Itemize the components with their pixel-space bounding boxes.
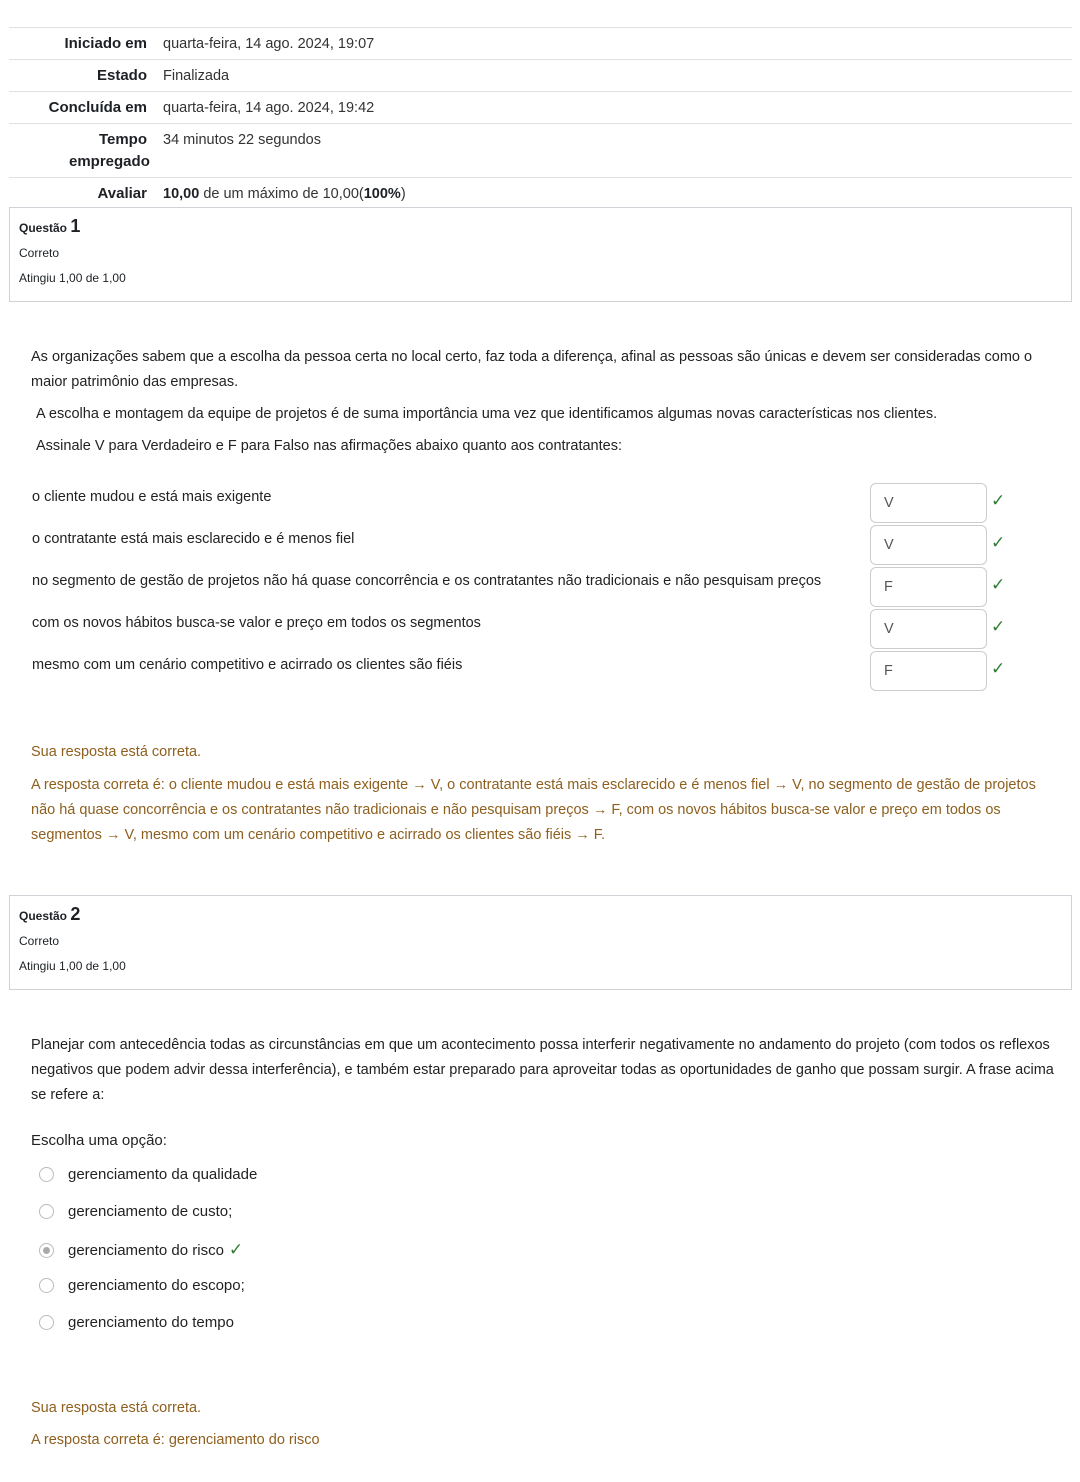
question-2-text: Planejar com antecedência todas as circunstâncias em que um acontecimento possa interferir negativamente no andamento do projeto (com todos os reflexos negativos que podem advir dessa interferência), e também estar preparado para aproveitar todas as oportunidades de ganho que possam surgir. A frase acima se refere a: [31,1037,1054,1103]
check-icon: ✓ [991,491,1006,510]
match-row: o cliente mudou e está mais exigente V ✓ [32,483,1022,523]
option-3[interactable]: gerenciamento do risco ✓ [39,1240,243,1260]
question-1-info: Questão 1 Correto Atingiu 1,00 de 1,00 [9,207,1072,302]
summary-grade: Avaliar 10,00 de um máximo de 10,00(100%) [97,185,406,202]
answer-select[interactable]: V [870,483,987,523]
check-icon: ✓ [228,1240,244,1259]
option-5[interactable]: gerenciamento do tempo [39,1314,234,1331]
check-icon: ✓ [991,533,1006,552]
match-row: o contratante está mais esclarecido e é menos fiel V ✓ [32,525,1022,565]
summary-completed: Concluída em quarta-feira, 14 ago. 2024, 19:42 [9,92,1072,124]
attempt-summary [9,27,1072,209]
question-1-text-1: As organizações sabem que a escolha da pessoa certa no local certo, faz toda a diferença, afinal as pessoas são únicas e devem ser consideradas como o maior patrimônio das empresas. [31,349,1033,390]
question-1-text-2: A escolha e montagem da equipe de projetos é de suma importância uma vez que identificamos algumas novas características nos clientes. [36,406,938,422]
question-2-right-answer: A resposta correta é: gerenciamento do risco [31,1432,320,1448]
option-1[interactable]: gerenciamento da qualidade [39,1166,257,1183]
check-icon: ✓ [991,575,1006,594]
radio-button[interactable] [39,1278,54,1293]
answer-select[interactable]: F [870,567,987,607]
match-row: com os novos hábitos busca-se valor e preço em todos os segmentos V ✓ [32,609,1022,649]
answer-select[interactable]: V [870,525,987,565]
question-mark: Atingiu 1,00 de 1,00 [19,959,126,973]
summary-started: Iniciado em quarta-feira, 14 ago. 2024, 19:07 [9,28,1072,60]
option-4[interactable]: gerenciamento do escopo; [39,1277,245,1294]
question-1-text-3: Assinale V para Verdadeiro e F para Falso nas afirmações abaixo quanto aos contratantes: [36,438,622,454]
match-row: mesmo com um cenário competitivo e acirrado os clientes são fiéis F ✓ [32,651,1022,691]
summary-state: Estado Finalizada [9,60,1072,92]
question-1-feedback: Sua resposta está correta. [31,744,202,760]
question-2-feedback: Sua resposta está correta. [31,1400,202,1416]
radio-button[interactable] [39,1204,54,1219]
option-2[interactable]: gerenciamento de custo; [39,1203,232,1220]
question-state: Correto [19,934,60,948]
question-1-right-answer: A resposta correta é: o cliente mudou e está mais exigente → V, o contratante está mais esclarecido e é menos fiel → V, no segmento de gestão de projetos não há quase concorrência e os contratantes não tradicionais e não pesquisam preços → F, com os novos hábitos busca-se valor e preço em todos os segmentos → V, mesmo com um cenário competitivo e acirrado os clientes são fiéis → F. [31,777,1036,843]
summary-time: Tempo empregado 34 minutos 22 segundos [9,124,1072,178]
match-row: no segmento de gestão de projetos não há quase concorrência e os contratantes não tradicionais e não pesquisam preços F ✓ [32,567,1022,607]
radio-button[interactable] [39,1167,54,1182]
choose-option-label: Escolha uma opção: [31,1132,167,1149]
answer-select[interactable]: V [870,609,987,649]
question-2-info: Questão 2 Correto Atingiu 1,00 de 1,00 [9,895,1072,990]
question-state: Correto [19,246,60,260]
question-mark: Atingiu 1,00 de 1,00 [19,271,126,285]
radio-button[interactable] [39,1315,54,1330]
check-icon: ✓ [991,617,1006,636]
radio-button-selected[interactable] [39,1243,54,1258]
grade: 10,00 [163,186,200,202]
check-icon: ✓ [991,659,1006,678]
answer-select[interactable]: F [870,651,987,691]
